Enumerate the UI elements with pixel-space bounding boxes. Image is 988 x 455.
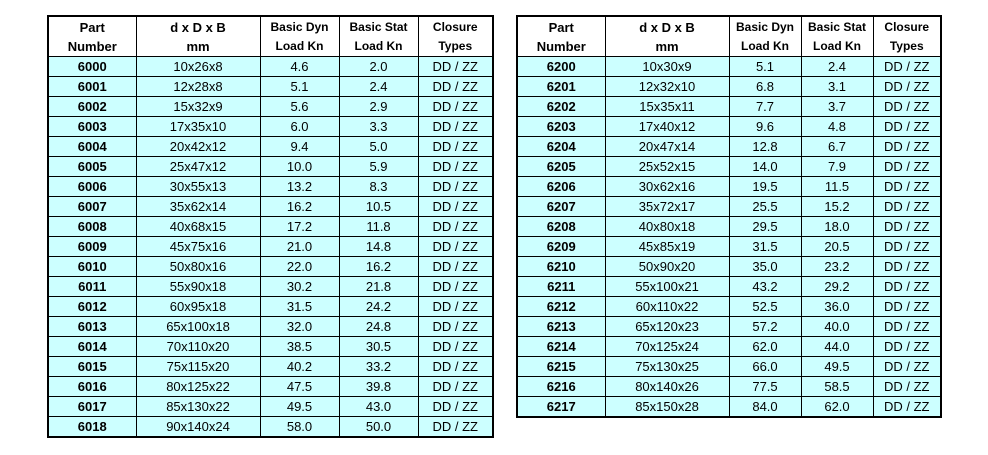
table-row xyxy=(517,117,941,137)
dyn-load-cell: 32.0 xyxy=(260,317,339,337)
closure-types-cell: DD / ZZ xyxy=(873,177,941,197)
closure-types-cell: DD / ZZ xyxy=(418,357,493,377)
dyn-load-cell: 6.0 xyxy=(260,117,339,137)
table-header xyxy=(517,16,941,57)
dimensions-cell: 10x30x9 xyxy=(605,57,729,77)
dyn-load-cell: 29.5 xyxy=(729,217,801,237)
dimensions-cell: 65x120x23 xyxy=(605,317,729,337)
table-row xyxy=(517,317,941,337)
part-number-cell: 6205 xyxy=(517,157,605,177)
dyn-load-cell: 49.5 xyxy=(260,397,339,417)
closure-types-cell: DD / ZZ xyxy=(873,137,941,157)
part-number-cell: 6211 xyxy=(517,277,605,297)
stat-load-cell: 24.2 xyxy=(339,297,418,317)
table-row xyxy=(517,357,941,377)
part-number-cell: 6214 xyxy=(517,337,605,357)
dyn-load-cell: 21.0 xyxy=(260,237,339,257)
dyn-load-cell: 19.5 xyxy=(729,177,801,197)
dimensions-cell: 75x115x20 xyxy=(136,357,260,377)
part-number-cell: 6018 xyxy=(48,417,136,438)
part-number-cell: 6015 xyxy=(48,357,136,377)
header-closure-types xyxy=(873,16,941,57)
stat-load-cell: 40.0 xyxy=(801,317,873,337)
stat-load-cell: 2.0 xyxy=(339,57,418,77)
part-number-cell: 6013 xyxy=(48,317,136,337)
dyn-load-cell: 7.7 xyxy=(729,97,801,117)
dyn-load-cell: 84.0 xyxy=(729,397,801,418)
dimensions-cell: 60x110x22 xyxy=(605,297,729,317)
table-row xyxy=(48,357,493,377)
stat-load-cell: 11.5 xyxy=(801,177,873,197)
stat-load-cell: 23.2 xyxy=(801,257,873,277)
closure-types-cell: DD / ZZ xyxy=(418,217,493,237)
dimensions-cell: 25x52x15 xyxy=(605,157,729,177)
table-row xyxy=(48,317,493,337)
stat-load-cell: 33.2 xyxy=(339,357,418,377)
closure-types-cell: DD / ZZ xyxy=(873,337,941,357)
part-number-cell: 6203 xyxy=(517,117,605,137)
dyn-load-cell: 9.4 xyxy=(260,137,339,157)
closure-types-cell: DD / ZZ xyxy=(418,117,493,137)
part-number-cell: 6008 xyxy=(48,217,136,237)
closure-types-cell: DD / ZZ xyxy=(418,337,493,357)
part-number-cell: 6002 xyxy=(48,97,136,117)
table-row xyxy=(48,337,493,357)
closure-types-cell: DD / ZZ xyxy=(418,197,493,217)
dimensions-cell: 50x80x16 xyxy=(136,257,260,277)
dyn-load-cell: 9.6 xyxy=(729,117,801,137)
dimensions-cell: 75x130x25 xyxy=(605,357,729,377)
dyn-load-cell: 43.2 xyxy=(729,277,801,297)
part-number-cell: 6207 xyxy=(517,197,605,217)
dimensions-cell: 55x90x18 xyxy=(136,277,260,297)
table-row xyxy=(517,157,941,177)
header-text: mm xyxy=(655,39,679,54)
header-part-number xyxy=(517,16,605,57)
dyn-load-cell: 35.0 xyxy=(729,257,801,277)
header-text: Closure xyxy=(884,20,930,34)
stat-load-cell: 39.8 xyxy=(339,377,418,397)
closure-types-cell: DD / ZZ xyxy=(873,97,941,117)
part-number-cell: 6206 xyxy=(517,177,605,197)
dyn-load-cell: 52.5 xyxy=(729,297,801,317)
dimensions-cell: 35x62x14 xyxy=(136,197,260,217)
dimensions-cell: 50x90x20 xyxy=(605,257,729,277)
part-number-cell: 6204 xyxy=(517,137,605,157)
table-row xyxy=(48,377,493,397)
stat-load-cell: 6.7 xyxy=(801,137,873,157)
stat-load-cell: 15.2 xyxy=(801,197,873,217)
dimensions-cell: 45x85x19 xyxy=(605,237,729,257)
closure-types-cell: DD / ZZ xyxy=(873,257,941,277)
stat-load-cell: 21.8 xyxy=(339,277,418,297)
part-number-cell: 6210 xyxy=(517,257,605,277)
dyn-load-cell: 16.2 xyxy=(260,197,339,217)
stat-load-cell: 5.0 xyxy=(339,137,418,157)
dyn-load-cell: 6.8 xyxy=(729,77,801,97)
table-row xyxy=(48,117,493,137)
closure-types-cell: DD / ZZ xyxy=(418,137,493,157)
table-row xyxy=(517,177,941,197)
closure-types-cell: DD / ZZ xyxy=(873,317,941,337)
closure-types-cell: DD / ZZ xyxy=(418,417,493,438)
part-number-cell: 6004 xyxy=(48,137,136,157)
dyn-load-cell: 5.6 xyxy=(260,97,339,117)
closure-types-cell: DD / ZZ xyxy=(873,197,941,217)
part-number-cell: 6217 xyxy=(517,397,605,418)
header-text: Number xyxy=(67,39,117,54)
dimensions-cell: 90x140x24 xyxy=(136,417,260,438)
stat-load-cell: 3.3 xyxy=(339,117,418,137)
part-number-cell: 6000 xyxy=(48,57,136,77)
closure-types-cell: DD / ZZ xyxy=(418,57,493,77)
stat-load-cell: 8.3 xyxy=(339,177,418,197)
part-number-cell: 6003 xyxy=(48,117,136,137)
stat-load-cell: 3.1 xyxy=(801,77,873,97)
dimensions-cell: 70x125x24 xyxy=(605,337,729,357)
table-row xyxy=(48,97,493,117)
header-part-number xyxy=(48,16,136,57)
closure-types-cell: DD / ZZ xyxy=(418,317,493,337)
part-number-cell: 6014 xyxy=(48,337,136,357)
table-row xyxy=(48,197,493,217)
header-basic-dyn-load xyxy=(260,16,339,57)
closure-types-cell: DD / ZZ xyxy=(418,97,493,117)
header-text: d x D x B xyxy=(170,20,226,35)
header-closure-types xyxy=(418,16,493,57)
part-number-cell: 6011 xyxy=(48,277,136,297)
dimensions-cell: 40x80x18 xyxy=(605,217,729,237)
dimensions-cell: 80x140x26 xyxy=(605,377,729,397)
closure-types-cell: DD / ZZ xyxy=(418,297,493,317)
part-number-cell: 6201 xyxy=(517,77,605,97)
dyn-load-cell: 25.5 xyxy=(729,197,801,217)
table-row xyxy=(517,237,941,257)
table-row xyxy=(517,97,941,117)
dyn-load-cell: 31.5 xyxy=(260,297,339,317)
header-text: Part xyxy=(79,20,105,35)
dyn-load-cell: 47.5 xyxy=(260,377,339,397)
dimensions-cell: 17x35x10 xyxy=(136,117,260,137)
stat-load-cell: 14.8 xyxy=(339,237,418,257)
dimensions-cell: 45x75x16 xyxy=(136,237,260,257)
closure-types-cell: DD / ZZ xyxy=(873,57,941,77)
table-row xyxy=(517,337,941,357)
dyn-load-cell: 12.8 xyxy=(729,137,801,157)
stat-load-cell: 5.9 xyxy=(339,157,418,177)
table-row xyxy=(48,297,493,317)
table-row xyxy=(48,417,493,438)
stat-load-cell: 20.5 xyxy=(801,237,873,257)
header-text: Basic Dyn xyxy=(270,20,329,34)
header-text: mm xyxy=(186,39,210,54)
stat-load-cell: 29.2 xyxy=(801,277,873,297)
dyn-load-cell: 66.0 xyxy=(729,357,801,377)
closure-types-cell: DD / ZZ xyxy=(873,117,941,137)
dimensions-cell: 30x62x16 xyxy=(605,177,729,197)
closure-types-cell: DD / ZZ xyxy=(873,377,941,397)
part-number-cell: 6001 xyxy=(48,77,136,97)
header-text: Types xyxy=(438,39,473,53)
dimensions-cell: 20x42x12 xyxy=(136,137,260,157)
bearing-table-6000-series xyxy=(47,15,494,438)
dyn-load-cell: 17.2 xyxy=(260,217,339,237)
dimensions-cell: 10x26x8 xyxy=(136,57,260,77)
dimensions-cell: 20x47x14 xyxy=(605,137,729,157)
header-text: Part xyxy=(548,20,574,35)
table-row xyxy=(48,257,493,277)
closure-types-cell: DD / ZZ xyxy=(873,397,941,418)
dyn-load-cell: 10.0 xyxy=(260,157,339,177)
closure-types-cell: DD / ZZ xyxy=(418,397,493,417)
table-row xyxy=(48,77,493,97)
dimensions-cell: 12x28x8 xyxy=(136,77,260,97)
header-dimensions xyxy=(136,16,260,57)
part-number-cell: 6007 xyxy=(48,197,136,217)
dyn-load-cell: 58.0 xyxy=(260,417,339,438)
closure-types-cell: DD / ZZ xyxy=(873,297,941,317)
part-number-cell: 6215 xyxy=(517,357,605,377)
table-row xyxy=(48,277,493,297)
closure-types-cell: DD / ZZ xyxy=(418,277,493,297)
closure-types-cell: DD / ZZ xyxy=(418,377,493,397)
table-header xyxy=(48,16,493,57)
table-row xyxy=(48,57,493,77)
stat-load-cell: 43.0 xyxy=(339,397,418,417)
stat-load-cell: 2.9 xyxy=(339,97,418,117)
closure-types-cell: DD / ZZ xyxy=(873,277,941,297)
header-text: Load Kn xyxy=(813,39,861,53)
part-number-cell: 6213 xyxy=(517,317,605,337)
table-row xyxy=(48,137,493,157)
header-text: d x D x B xyxy=(639,20,695,35)
closure-types-cell: DD / ZZ xyxy=(418,157,493,177)
dyn-load-cell: 13.2 xyxy=(260,177,339,197)
dimensions-cell: 12x32x10 xyxy=(605,77,729,97)
part-number-cell: 6209 xyxy=(517,237,605,257)
dimensions-cell: 30x55x13 xyxy=(136,177,260,197)
dyn-load-cell: 31.5 xyxy=(729,237,801,257)
part-number-cell: 6216 xyxy=(517,377,605,397)
dimensions-cell: 70x110x20 xyxy=(136,337,260,357)
table-row xyxy=(48,157,493,177)
stat-load-cell: 30.5 xyxy=(339,337,418,357)
dyn-load-cell: 30.2 xyxy=(260,277,339,297)
part-number-cell: 6212 xyxy=(517,297,605,317)
header-text: Basic Dyn xyxy=(735,20,795,34)
closure-types-cell: DD / ZZ xyxy=(418,257,493,277)
header-text: Load Kn xyxy=(354,39,403,53)
dimensions-cell: 85x130x22 xyxy=(136,397,260,417)
stat-load-cell: 58.5 xyxy=(801,377,873,397)
table-row xyxy=(517,137,941,157)
table-row xyxy=(48,177,493,197)
part-number-cell: 6202 xyxy=(517,97,605,117)
table-row xyxy=(48,397,493,417)
stat-load-cell: 50.0 xyxy=(339,417,418,438)
dyn-load-cell: 77.5 xyxy=(729,377,801,397)
header-basic-stat-load xyxy=(801,16,873,57)
table-row xyxy=(517,57,941,77)
header-text: Basic Stat xyxy=(807,20,867,34)
part-number-cell: 6017 xyxy=(48,397,136,417)
part-number-cell: 6016 xyxy=(48,377,136,397)
closure-types-cell: DD / ZZ xyxy=(873,157,941,177)
stat-load-cell: 44.0 xyxy=(801,337,873,357)
table-row xyxy=(48,237,493,257)
part-number-cell: 6208 xyxy=(517,217,605,237)
bearing-table-6200-series xyxy=(516,15,942,418)
table-row xyxy=(517,397,941,418)
table-row xyxy=(517,217,941,237)
table-row xyxy=(517,77,941,97)
header-text: Load Kn xyxy=(275,39,324,53)
table-row xyxy=(517,197,941,217)
part-number-cell: 6009 xyxy=(48,237,136,257)
dimensions-cell: 55x100x21 xyxy=(605,277,729,297)
dyn-load-cell: 40.2 xyxy=(260,357,339,377)
header-basic-stat-load xyxy=(339,16,418,57)
closure-types-cell: DD / ZZ xyxy=(873,237,941,257)
dyn-load-cell: 38.5 xyxy=(260,337,339,357)
dimensions-cell: 25x47x12 xyxy=(136,157,260,177)
table-body xyxy=(48,57,493,438)
closure-types-cell: DD / ZZ xyxy=(418,177,493,197)
dyn-load-cell: 62.0 xyxy=(729,337,801,357)
table-body xyxy=(517,57,941,418)
header-dimensions xyxy=(605,16,729,57)
dyn-load-cell: 4.6 xyxy=(260,57,339,77)
dimensions-cell: 15x35x11 xyxy=(605,97,729,117)
header-text: Basic Stat xyxy=(349,20,408,34)
part-number-cell: 6005 xyxy=(48,157,136,177)
stat-load-cell: 11.8 xyxy=(339,217,418,237)
stat-load-cell: 7.9 xyxy=(801,157,873,177)
header-text: Closure xyxy=(432,20,478,34)
dimensions-cell: 15x32x9 xyxy=(136,97,260,117)
dyn-load-cell: 57.2 xyxy=(729,317,801,337)
part-number-cell: 6010 xyxy=(48,257,136,277)
dimensions-cell: 85x150x28 xyxy=(605,397,729,418)
header-text: Types xyxy=(889,39,924,53)
closure-types-cell: DD / ZZ xyxy=(873,357,941,377)
stat-load-cell: 49.5 xyxy=(801,357,873,377)
dyn-load-cell: 5.1 xyxy=(729,57,801,77)
part-number-cell: 6012 xyxy=(48,297,136,317)
dimensions-cell: 40x68x15 xyxy=(136,217,260,237)
header-text: Number xyxy=(536,39,586,54)
stat-load-cell: 16.2 xyxy=(339,257,418,277)
closure-types-cell: DD / ZZ xyxy=(873,217,941,237)
dimensions-cell: 80x125x22 xyxy=(136,377,260,397)
stat-load-cell: 3.7 xyxy=(801,97,873,117)
table-row xyxy=(517,377,941,397)
closure-types-cell: DD / ZZ xyxy=(418,237,493,257)
stat-load-cell: 4.8 xyxy=(801,117,873,137)
closure-types-cell: DD / ZZ xyxy=(873,77,941,97)
stat-load-cell: 36.0 xyxy=(801,297,873,317)
header-basic-dyn-load xyxy=(729,16,801,57)
closure-types-cell: DD / ZZ xyxy=(418,77,493,97)
dimensions-cell: 35x72x17 xyxy=(605,197,729,217)
stat-load-cell: 18.0 xyxy=(801,217,873,237)
dimensions-cell: 17x40x12 xyxy=(605,117,729,137)
part-number-cell: 6006 xyxy=(48,177,136,197)
dyn-load-cell: 5.1 xyxy=(260,77,339,97)
dyn-load-cell: 22.0 xyxy=(260,257,339,277)
stat-load-cell: 62.0 xyxy=(801,397,873,418)
table-row xyxy=(517,297,941,317)
stat-load-cell: 24.8 xyxy=(339,317,418,337)
dyn-load-cell: 14.0 xyxy=(729,157,801,177)
part-number-cell: 6200 xyxy=(517,57,605,77)
table-row xyxy=(517,277,941,297)
dimensions-cell: 60x95x18 xyxy=(136,297,260,317)
dimensions-cell: 65x100x18 xyxy=(136,317,260,337)
table-row xyxy=(48,217,493,237)
header-text: Load Kn xyxy=(741,39,789,53)
stat-load-cell: 2.4 xyxy=(801,57,873,77)
table-row xyxy=(517,257,941,277)
stat-load-cell: 10.5 xyxy=(339,197,418,217)
stat-load-cell: 2.4 xyxy=(339,77,418,97)
